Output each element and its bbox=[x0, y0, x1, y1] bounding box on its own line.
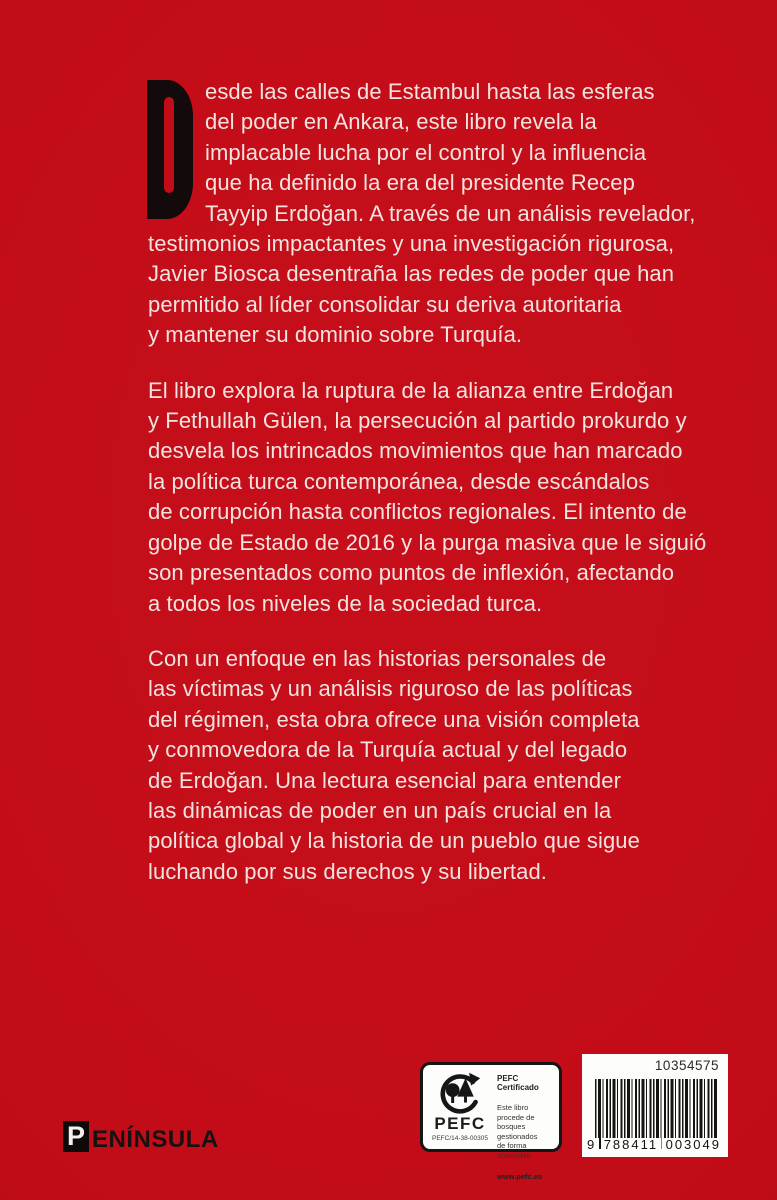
blurb-line: las víctimas y un análisis riguroso de las políticas bbox=[148, 676, 633, 702]
ean-right-group: 003049 bbox=[663, 1138, 724, 1151]
blurb-line: Javier Biosca desentraña las redes de poder que han bbox=[148, 261, 675, 287]
blurb-line: que ha definido la era del presidente Recep bbox=[205, 170, 635, 196]
barcode-product-number: 10354575 bbox=[654, 1058, 719, 1073]
blurb-line: del régimen, esta obra ofrece una visión completa bbox=[148, 706, 640, 732]
pefc-description: Este libro procede de bosques gestionados de forma sostenible bbox=[497, 1103, 538, 1160]
ean-left-group: 788411 bbox=[601, 1138, 661, 1151]
blurb-line: política global y la historia de un pueblo que sigue bbox=[148, 828, 640, 854]
blurb-paragraph-2 bbox=[148, 376, 707, 619]
blurb-line: y conmovedora de la Turquía actual y del legado bbox=[148, 737, 628, 763]
publisher-logo-initial: P bbox=[63, 1121, 89, 1152]
drop-cap-letter-d bbox=[147, 80, 193, 219]
publisher-logo-wordmark: ENÍNSULA bbox=[92, 1126, 219, 1153]
pefc-wordmark: PEFC bbox=[434, 1114, 486, 1133]
publisher-logo-peninsula bbox=[63, 1121, 219, 1152]
barcode-ean-digits bbox=[584, 1138, 724, 1151]
blurb-line: desvela los intrincados movimientos que han marcado bbox=[148, 438, 683, 464]
blurb-line: la política turca contemporánea, desde escándalos bbox=[148, 468, 650, 494]
blurb-paragraph-1 bbox=[148, 77, 696, 351]
blurb-line: luchando por sus derechos y su libertad. bbox=[148, 858, 548, 884]
blurb-line: El libro explora la ruptura de la alianza entre Erdoğan bbox=[148, 377, 674, 403]
back-cover-blurb bbox=[148, 77, 707, 887]
blurb-line: testimonios impactantes y una investigación rigurosa, bbox=[148, 231, 675, 257]
pefc-website-url: www.pefc.es bbox=[497, 1172, 543, 1181]
blurb-line: del poder en Ankara, este libro revela la bbox=[205, 109, 597, 135]
blurb-line: esde las calles de Estambul hasta las esferas bbox=[205, 79, 655, 104]
pefc-trees-icon bbox=[438, 1070, 482, 1114]
blurb-line: golpe de Estado de 2016 y la purga masiva que le siguió bbox=[148, 529, 707, 555]
isbn-barcode bbox=[582, 1054, 728, 1157]
blurb-line: a todos los niveles de la sociedad turca. bbox=[148, 590, 543, 616]
blurb-line: Con un enfoque en las historias personales de bbox=[148, 645, 607, 671]
blurb-line: permitido al líder consolidar su deriva autoritaria bbox=[148, 291, 622, 317]
blurb-line: Tayyip Erdoğan. A través de un análisis revelador, bbox=[205, 200, 696, 226]
pefc-certificate-title: PEFC Certificado bbox=[497, 1074, 539, 1092]
blurb-paragraph-3 bbox=[148, 644, 668, 887]
pefc-certification-label bbox=[420, 1062, 562, 1181]
blurb-line: las dinámicas de poder en un país crucial en la bbox=[148, 797, 612, 823]
ean-prefix-digit: 9 bbox=[584, 1138, 599, 1151]
blurb-line: y mantener su dominio sobre Turquía. bbox=[148, 322, 523, 348]
blurb-line: implacable lucha por el control y la influencia bbox=[205, 139, 647, 165]
blurb-line: de Erdoğan. Una lectura esencial para entender bbox=[148, 767, 622, 793]
blurb-line: de corrupción hasta conflictos regionales. El intento de bbox=[148, 499, 687, 525]
pefc-license-code: PEFC/14-38-00305 bbox=[431, 1135, 488, 1142]
blurb-line: y Fethullah Gülen, la persecución al partido prokurdo y bbox=[148, 408, 687, 434]
blurb-line: son presentados como puntos de inflexión, afectando bbox=[148, 560, 675, 586]
